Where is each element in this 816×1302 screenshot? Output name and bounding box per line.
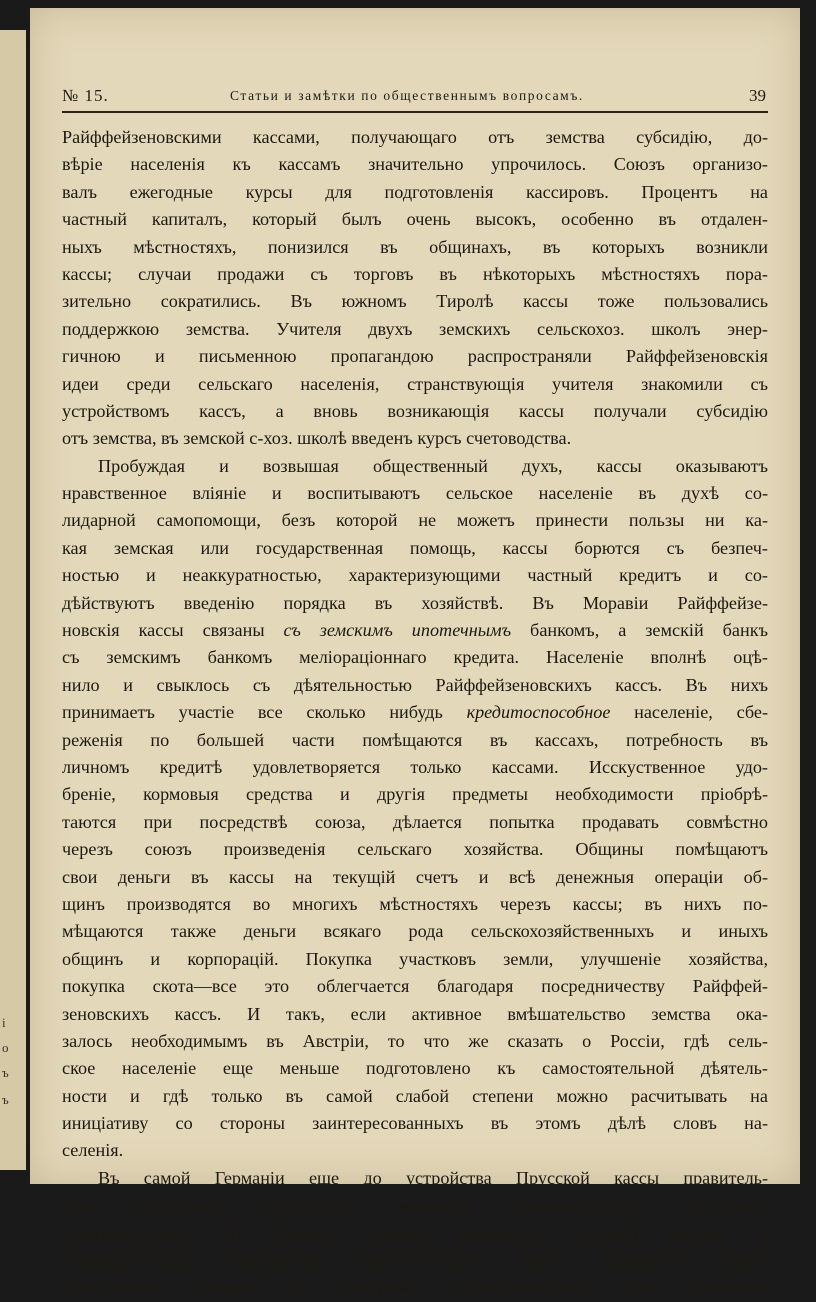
text-line: лидарной самопомощи, безъ которой не можетъ принести пользы ни ка- <box>62 510 768 531</box>
page-number: 39 <box>749 86 766 105</box>
text-line: иниціативу со стороны заинтересованныхъ въ этомъ дѣлѣ словъ на- <box>62 1113 768 1134</box>
text-line: новскія кассы связаны съ земскимъ ипотечнымъ банкомъ, а земскій банкъ <box>62 620 768 641</box>
text-line: личномъ кредитѣ удовлетворяется только кассами. Исскуственное удо- <box>62 756 768 777</box>
text-line: селенія. <box>62 1140 124 1161</box>
text-line: валъ ежегодные курсы для подготовленія кассировъ. Процентъ на <box>62 181 768 202</box>
prev-page-fragment: ъ <box>2 1092 9 1107</box>
text-line: товариществамъ. Въ Баваріи, помимо денежныхъ субсидій кассамъ и <box>62 1222 768 1243</box>
article-body <box>62 124 768 1302</box>
text-line: нило и свыклось съ дѣятельностью Райффейзеновскихъ кассъ. Въ нихъ <box>62 674 768 695</box>
prev-page-fragment: і <box>2 1015 6 1030</box>
text-line: реженія по большей части помѣщаются въ кассахъ, потребность въ <box>62 729 768 750</box>
text-line: дѣйствуютъ введенію порядка въ хозяйствѣ. Въ Моравіи Райффейзе- <box>62 592 768 613</box>
text-line: Райффейзеновскими кассами, получающаго отъ земства субсидію, до- <box>62 127 768 147</box>
previous-page-edge <box>0 30 26 1170</box>
italic-phrase: кредитоспособное <box>466 702 611 723</box>
text-line: вѣріе населенія къ кассамъ значительно упрочилось. Союзъ организо- <box>62 154 768 175</box>
prev-page-fragment: о <box>2 1040 9 1055</box>
text-line: общинъ и корпорацій. Покупка участковъ земли, улучшеніе хозяйства, <box>62 948 768 969</box>
text-line: покупка скота—все это облегчается благодаря посредничеству Райффей- <box>62 976 768 997</box>
text-line: щинъ производятся во многихъ мѣстностяхъ черезъ кассы; въ нихъ по- <box>62 893 768 914</box>
text-line: поддержкою земства. Учителя двухъ земскихъ сельскохоз. школъ энер- <box>62 318 768 339</box>
text-line: гичною и письменною пропагандою распространяли Райффейзеновскія <box>62 346 768 367</box>
text-line: идеи среди сельскаго населенія, странствующія учителя знакомили съ <box>62 373 768 394</box>
running-header <box>62 86 768 114</box>
issue-number: № 15. <box>62 86 109 105</box>
text-line: тельственныя затраты на постройку зернохранилищъ. Для облегченія <box>62 1277 768 1298</box>
text-line: Пробуждая и возвышая общественный духъ, кассы оказываютъ <box>98 455 768 476</box>
text-line: частный капиталъ, который былъ очень высокъ, особенно въ отдален- <box>62 209 768 230</box>
text-line: отъ земства, въ земской с-хоз. школѣ введенъ курсъ счетоводства. <box>62 428 572 449</box>
text-line: кая земская или государственная помощь, кассы борются съ безпеч- <box>62 537 768 558</box>
text-line: устройствомъ кассъ, а вновь возникающія кассы получали субсидію <box>62 400 768 421</box>
book-page <box>30 8 800 1298</box>
text-line: кассы; случаи продажи съ торговъ въ нѣкоторыхъ мѣстностяхъ пора- <box>62 263 768 284</box>
text-line: нравственное вліяніе и воспитываютъ сельское населеніе въ духѣ со- <box>62 483 768 504</box>
italic-phrase: съ земскимъ ипотечнымъ <box>283 620 512 641</box>
text-line: черезъ союзъ произведенія сельскаго хозяйства. Общины помѣщаютъ <box>62 839 768 860</box>
text-line: съ земскимъ банкомъ меліораціоннаго кредита. Населеніе вполнѣ оцѣ- <box>62 647 768 668</box>
text-line: таются при посредствѣ союза, дѣлается попытка продавать совмѣстно <box>62 811 768 832</box>
text-line: залось необходимымъ въ Австріи, то что же сказать о Россіи, гдѣ сель- <box>62 1030 768 1051</box>
section-title: Статьи и замѣтки по общественнымъ вопросамъ. <box>230 88 584 103</box>
text-line: ства отдѣльныхъ государствъ оказывали покровительство сельскохоз. <box>62 1195 768 1216</box>
text-line: Въ самой Германіи еще до устройства Прусской кассы правитель- <box>98 1167 768 1188</box>
text-line: бреніе, кормовыя средства и другія предметы необходимости пріобрѣ- <box>62 784 768 805</box>
text-line: зеновскихъ кассъ. И такъ, если активное вмѣшательство земства ока- <box>62 1003 768 1024</box>
text-line: мѣщаются также деньги всякаго рода сельскохозяйственныхъ и иныхъ <box>62 921 768 942</box>
text-line: ностью и неаккуратностью, характеризующими частный кредитъ и со- <box>62 565 768 586</box>
prev-page-fragment: ъ <box>2 1065 9 1080</box>
text-line: зительно сократились. Въ южномъ Тиролѣ кассы тоже пользовались <box>62 291 768 312</box>
text-line: ности и гдѣ только въ самой слабой степени можно расчитывать на <box>62 1085 768 1106</box>
text-line: принимаетъ участіе все сколько нибудь кредитоспособное населеніе, сбе- <box>62 702 769 723</box>
text-line: ское населеніе еще меньше подготовлено къ самостоятельной дѣятель- <box>62 1058 768 1079</box>
text-line: свои деньги въ кассы на текущій счетъ и всѣ денежныя операціи об- <box>62 866 768 887</box>
text-line: товариществамъ, совершенно самостоятельное мѣсто занимаютъ прави- <box>62 1250 768 1271</box>
header-rule <box>62 111 768 113</box>
text-line: ныхъ мѣстностяхъ, понизился въ общинахъ, въ которыхъ возникли <box>62 236 768 257</box>
